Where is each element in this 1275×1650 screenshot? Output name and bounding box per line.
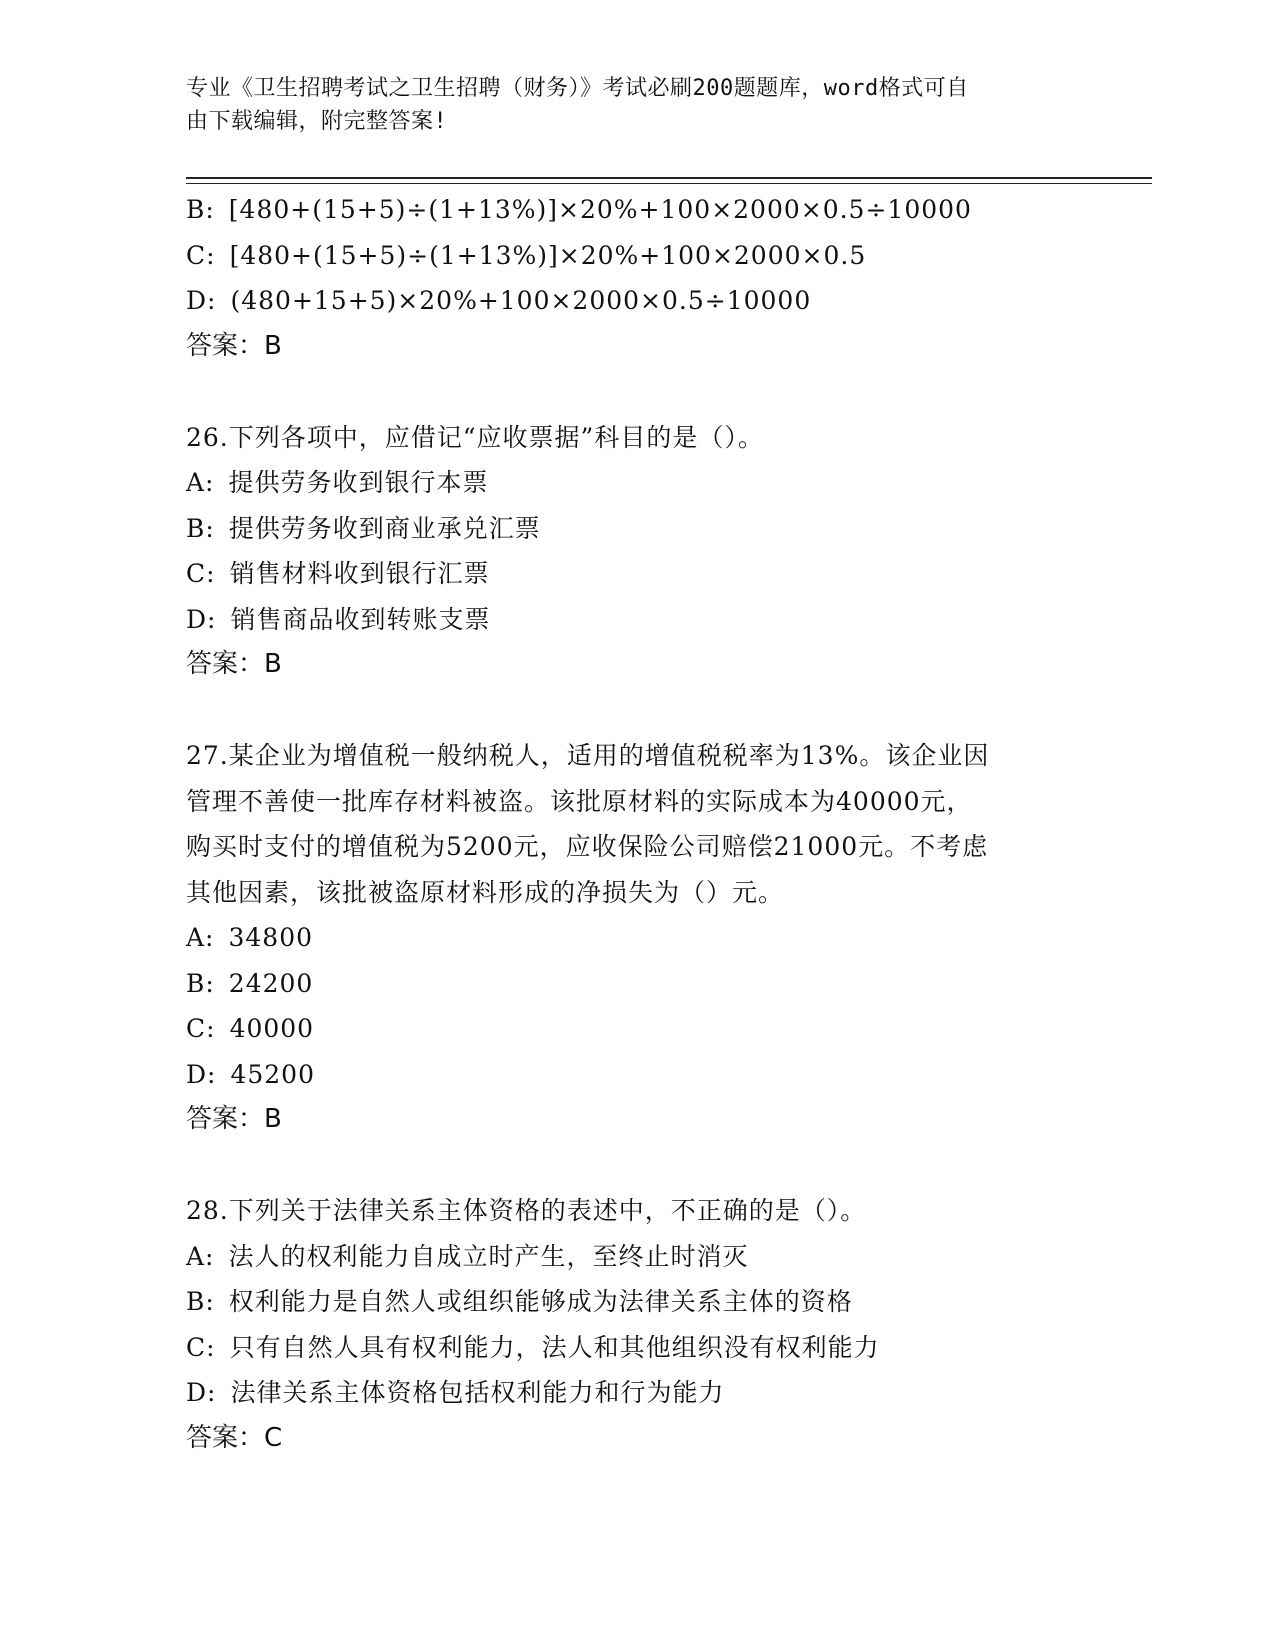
document-header [186,72,1066,138]
header-line-2: 由下载编辑，附完整答案! [186,109,448,134]
q27-option-a: A: 34800 [186,923,314,952]
q27-option-c: C: 40000 [186,1014,315,1043]
q26-answer: 答案：B [186,649,282,679]
q28-option-a: A: 法人的权利能力自成立时产生，至终止时消灭 [186,1241,749,1271]
q26-option-c: C: 销售材料收到银行汇票 [186,559,490,588]
q25-option-b: B: [480+(15+5)÷(1+13%)]×20%+100×2000×0.5÷10000 [186,195,972,224]
q27-stem-line-4: 其他因素，该批被盗原材料形成的净损失为（）元。 [186,877,785,907]
header-line-1: 专业《卫生招聘考试之卫生招聘（财务）》考试必刷200题题库，word格式可自 [186,76,969,101]
q27-answer: 答案：B [186,1104,282,1134]
spacer [186,688,1086,734]
spacer [186,1143,1086,1189]
q28-stem: 28.下列关于法律关系主体资格的表述中，不正确的是（）。 [186,1196,867,1225]
header-divider-thin [186,183,1152,184]
q26-stem: 26.下列各项中，应借记“应收票据”科目的是（）。 [186,422,764,452]
q25-option-d: D: (480+15+5)×20%+100×2000×0.5÷10000 [186,286,812,315]
question-26 [186,415,1086,688]
q25-option-c: C: [480+(15+5)÷(1+13%)]×20%+100×2000×0.5 [186,240,867,270]
spacer [186,369,1086,415]
header-divider-thick [186,177,1152,179]
q28-answer: 答案：C [186,1422,283,1453]
q27-option-d: D: 45200 [186,1059,315,1089]
question-28 [186,1188,1086,1461]
q28-option-d: D: 法律关系主体资格包括权利能力和行为能力 [186,1378,725,1407]
q28-option-b: B: 权利能力是自然人或组织能够成为法律关系主体的资格 [186,1287,853,1316]
q26-option-a: A: 提供劳务收到银行本票 [186,468,489,497]
q27-option-b: B: 24200 [186,968,314,998]
q25-answer: 答案：B [186,330,282,361]
question-27 [186,733,1086,1143]
question-25 [186,187,1086,369]
question-content [186,187,1086,1461]
q28-option-c: C: 只有自然人具有权利能力，法人和其他组织没有权利能力 [186,1332,880,1362]
q26-option-b: B: 提供劳务收到商业承兑汇票 [186,513,541,543]
q27-stem-line-2: 管理不善使一批库存材料被盗。该批原材料的实际成本为40000元， [186,786,973,816]
q26-option-d: D: 销售商品收到转账支票 [186,604,491,634]
q27-stem-line-1: 27.某企业为增值税一般纳税人，适用的增值税税率为13%。该企业因 [186,741,990,770]
q27-stem-line-3: 购买时支付的增值税为5200元，应收保险公司赔偿21000元。不考虑 [186,832,989,861]
